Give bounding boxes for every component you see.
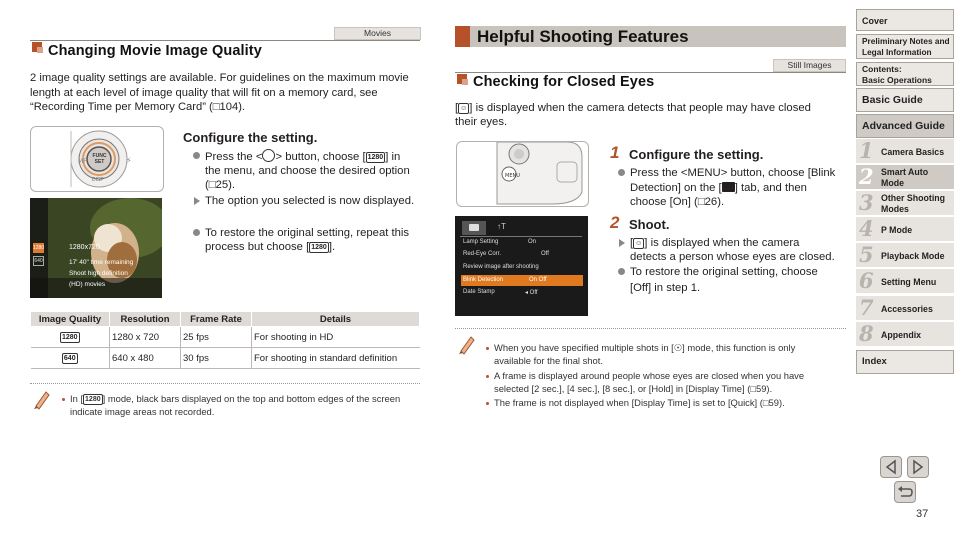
chapter-label: Setting Menu	[881, 277, 937, 287]
screen-icon-1280: 1280	[33, 245, 45, 251]
intro-line1: [ ☺ ] is displayed when the camera detects that people may have closed	[455, 102, 811, 114]
step-number-2: 2	[610, 213, 620, 232]
nav-chapter-2[interactable]	[856, 165, 954, 190]
nav-cover[interactable]: Cover	[856, 9, 954, 31]
details-cell: For shooting in HD	[252, 327, 420, 348]
intro-text: 2 image quality settings are available. For guidelines on the maximum movie length at each level of image quality that will fit on a memory card, see “Recording Time per Memory Card” (□104).	[30, 72, 409, 113]
step2-restore-line1: To restore the original setting, choose	[630, 266, 818, 278]
step1-line2: Detection] on the [ ] tab, and then	[630, 182, 807, 194]
frame-rate-cell: 25 fps	[181, 327, 252, 348]
table-header: Details	[252, 312, 420, 327]
note-item: The frame is not displayed when [Display Time] is set to [Quick] (□59).	[494, 397, 785, 408]
menu-divider	[460, 236, 582, 237]
section-rule	[455, 72, 846, 73]
menu-row: Review image after shooting	[463, 264, 539, 270]
step-instruction-line3: (□25).	[205, 179, 236, 191]
nav-chapter-7[interactable]	[856, 296, 954, 321]
section-title: Checking for Closed Eyes	[473, 74, 655, 90]
return-arrow-icon	[895, 482, 915, 502]
menu-row-highlighted: Blink Detection On Off	[461, 275, 583, 286]
arrow-right-icon	[908, 457, 928, 477]
step-number-1: 1	[610, 143, 620, 162]
camera-top-illustration	[456, 141, 589, 207]
nav-contents-line1: Contents:	[862, 64, 902, 74]
note-line2: indicate image areas not recorded.	[70, 406, 215, 417]
chapter-number: 3	[859, 190, 874, 215]
note-bullet	[486, 402, 489, 405]
category-tag-still-images: Still Images	[773, 59, 846, 72]
chapter-label: Appendix	[881, 330, 922, 340]
screen-resolution: 1280x720	[69, 244, 100, 251]
chapter-label: Accessories	[881, 304, 933, 314]
movie-1280-icon: 1280	[85, 396, 101, 403]
note-bullet	[486, 347, 489, 350]
chapter-number: 4	[859, 216, 874, 241]
chapter-number: 1	[859, 138, 874, 163]
step1-title: Configure the setting.	[629, 147, 764, 162]
quality-icon-cell	[31, 348, 110, 369]
camera-tab-icon	[469, 224, 479, 231]
chapter-number: 6	[859, 268, 874, 293]
svg-text:MF: MF	[78, 158, 87, 165]
menu-row: Lamp Setting On	[463, 239, 537, 245]
func-button-illustration	[30, 126, 164, 192]
nav-chapter-8[interactable]	[856, 322, 954, 347]
camera-tab-icon	[722, 182, 735, 192]
nav-chapter-1[interactable]	[856, 139, 954, 164]
nav-basic-guide[interactable]: Basic Guide	[856, 88, 954, 112]
category-tag-movies: Movies	[334, 27, 421, 40]
page-title: Helpful Shooting Features	[477, 27, 689, 46]
note-line1: In [ 1280 ] mode, black bars displayed on the top and bottom edges of the screen	[70, 393, 401, 404]
screen-icon-640: 640	[34, 258, 43, 264]
intro-line2: their eyes.	[455, 116, 508, 128]
frame-rate-cell: 30 fps	[181, 348, 252, 369]
note-item: When you have specified multiple shots in [☉] mode, this function is only available for the final shot.	[494, 342, 796, 366]
resolution-cell: 640 x 480	[110, 348, 181, 369]
pencil-note-icon	[32, 388, 50, 410]
movie-1280-icon: 1280	[311, 244, 327, 251]
image-quality-table	[30, 311, 420, 369]
movie-640-icon: 640	[63, 354, 76, 362]
nav-preliminary-notes[interactable]: Preliminary Notes and Legal Information	[856, 34, 954, 59]
bullet	[618, 169, 625, 176]
step2-result-line2: detects a person whose eyes are closed.	[630, 251, 835, 263]
restore-line2: process but choose [ 1280 ].	[205, 241, 336, 253]
chapter-number: 5	[859, 242, 874, 267]
section-marker-shadow	[37, 47, 43, 53]
nav-chapter-3[interactable]	[856, 191, 954, 216]
bullet	[618, 268, 625, 275]
result-arrow-icon	[619, 239, 625, 247]
note-divider	[455, 328, 846, 329]
chapter-label: P Mode	[881, 225, 913, 235]
step-title: Configure the setting.	[183, 130, 318, 145]
blink-icon: ☺	[635, 240, 643, 247]
arrow-left-icon	[881, 457, 901, 477]
chapter-label: Other Shooting Modes	[881, 193, 946, 214]
note-divider	[30, 383, 420, 384]
svg-text:⚡: ⚡	[126, 156, 132, 165]
return-button[interactable]	[894, 481, 916, 503]
section-marker-shadow	[462, 79, 468, 85]
table-row	[31, 348, 420, 369]
func-set-label: FUNC SET	[92, 153, 107, 165]
section-rule	[30, 40, 420, 41]
table-header: Frame Rate	[181, 312, 252, 327]
quality-icon-cell	[31, 327, 110, 348]
resolution-cell: 1280 x 720	[110, 327, 181, 348]
chapter-label: Playback Mode	[881, 251, 945, 261]
menu-screen-illustration	[455, 216, 588, 316]
blink-icon: ☺	[460, 105, 468, 112]
bullet	[193, 152, 200, 159]
movie-1280-icon: 1280	[367, 154, 384, 161]
svg-text:MENU: MENU	[505, 173, 520, 179]
restore-line1: To restore the original setting, repeat this	[205, 227, 410, 239]
chapter-label: Smart Auto Mode	[881, 167, 929, 188]
table-row	[31, 327, 420, 348]
nav-chapter-5[interactable]	[856, 243, 954, 268]
nav-advanced-guide[interactable]: Advanced Guide	[856, 114, 954, 138]
step-instruction-line2: the menu, and choose the desired option	[205, 165, 410, 177]
note-item: A frame is displayed around people whose eyes are closed when you have selected [2 sec.], [4 sec.], [8 sec.], or [Hold] in [Display Time] (□59).	[494, 370, 805, 394]
step1-line3: choose [On] (□26).	[630, 196, 725, 208]
movie-1280-icon: 1280	[61, 333, 78, 341]
pencil-note-icon	[457, 333, 475, 355]
section-title: Changing Movie Image Quality	[48, 43, 262, 59]
step1-line1: Press the <MENU> button, choose [Blink	[630, 167, 836, 179]
nav-contents-line2: Basic Operations	[862, 75, 932, 85]
chapter-label: Camera Basics	[881, 147, 945, 157]
screen-desc-2: (HD) movies	[69, 281, 106, 288]
note-bullet	[62, 398, 65, 401]
chapter-number: 8	[859, 321, 874, 346]
camera-body-icon	[457, 142, 588, 206]
chapter-number: 7	[859, 295, 874, 320]
chapter-number: 2	[859, 164, 874, 189]
disp-label: DISP	[92, 177, 104, 183]
step-instruction-line1: Press the < > button, choose [ 1280 ] in	[205, 151, 401, 163]
nav-index[interactable]: Index	[856, 350, 954, 374]
func-set-icon	[262, 149, 275, 162]
menu-tab-settings: ↑T	[497, 222, 506, 231]
screen-desc-1: Shoot high definition	[69, 270, 128, 277]
next-page-button[interactable]	[907, 456, 929, 478]
step2-restore-line2: [Off] in step 1.	[630, 282, 701, 294]
menu-row: Red-Eye Corr. Off	[463, 251, 549, 257]
lcd-screen-illustration	[30, 198, 162, 298]
page-number: 37	[916, 508, 929, 520]
bullet	[193, 229, 200, 236]
previous-page-button[interactable]	[880, 456, 902, 478]
screen-time-remaining: 17' 40" time remaining	[69, 259, 134, 266]
step2-result-line1: [ ☺ ] is displayed when the camera	[630, 237, 800, 249]
menu-row: Date Stamp ◂ Off	[463, 289, 538, 296]
nav-chapter-4[interactable]	[856, 217, 954, 242]
nav-contents[interactable]	[856, 62, 954, 86]
details-cell: For shooting in standard definition	[252, 348, 420, 369]
table-header: Resolution	[110, 312, 181, 327]
note-bullet	[486, 375, 489, 378]
step2-title: Shoot.	[629, 217, 670, 232]
page-title-marker	[455, 26, 470, 47]
step-result: The option you selected is now displayed.	[205, 195, 415, 207]
nav-chapter-6[interactable]	[856, 269, 954, 294]
table-header: Image Quality	[31, 312, 110, 327]
result-arrow-icon	[194, 197, 200, 205]
